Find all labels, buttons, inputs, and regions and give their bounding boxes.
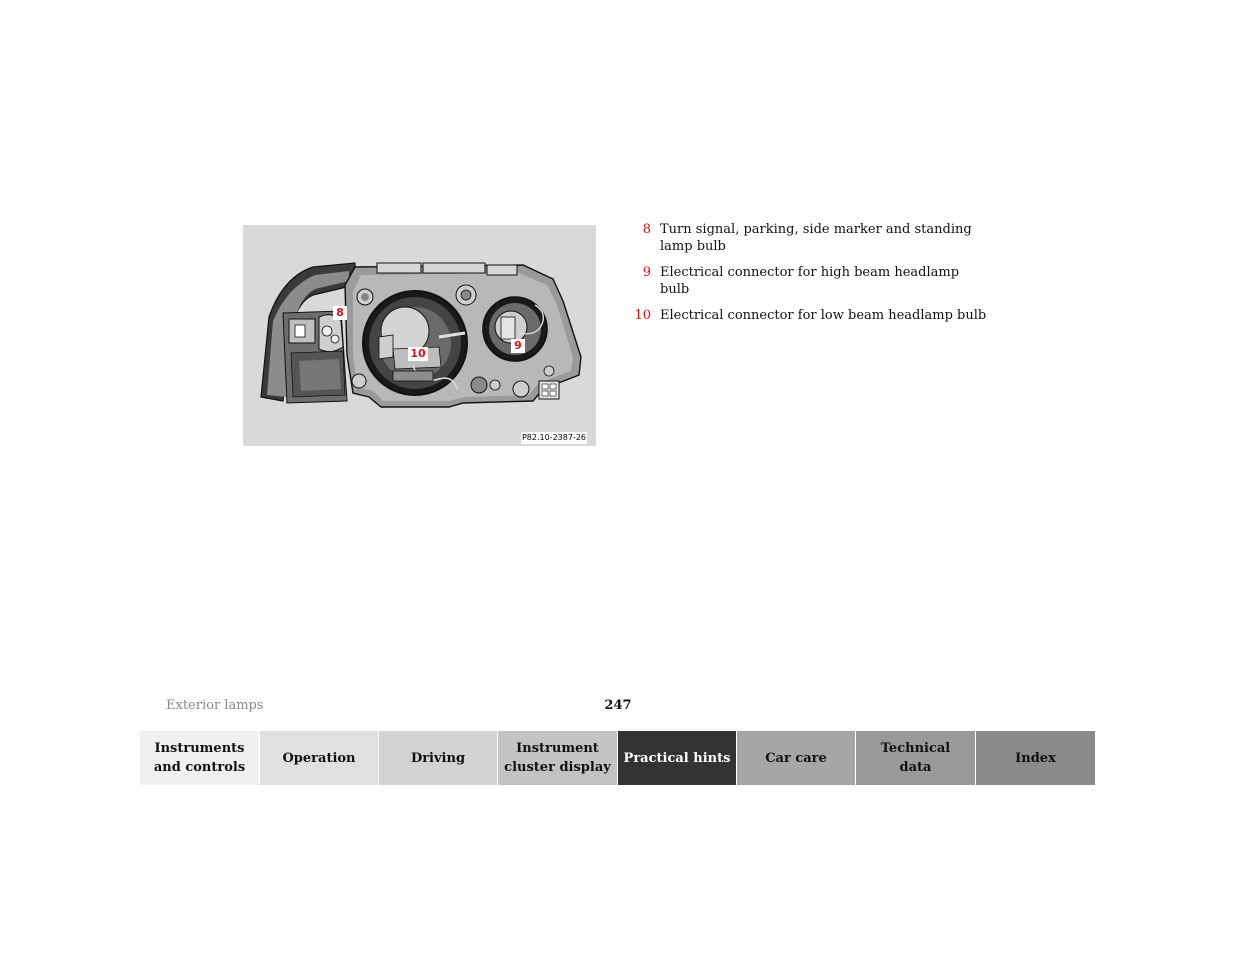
- callout-10: 10: [408, 347, 428, 361]
- tab-driving[interactable]: [379, 731, 498, 785]
- tab-label-line2: cluster display: [504, 760, 611, 775]
- figure-code: P82.10-2387-26: [521, 433, 587, 442]
- callout-9: 9: [511, 339, 525, 353]
- legend-number: 8: [642, 222, 651, 237]
- tab-label-line2: and controls: [153, 760, 246, 775]
- section-title: Exterior lamps: [166, 698, 264, 713]
- tab-label-line1: Instrument: [516, 741, 599, 756]
- legend-text: Electrical connector for low beam headlamp bulb: [660, 308, 987, 323]
- headlamp-illustration: [243, 225, 596, 446]
- legend-item: [630, 307, 990, 324]
- tab-car-care[interactable]: [737, 731, 856, 785]
- tab-index[interactable]: [976, 731, 1095, 785]
- legend-number: 10: [634, 308, 651, 323]
- legend-number: 9: [642, 265, 651, 280]
- tab-operation[interactable]: [260, 731, 379, 785]
- headlamp-drawing: [243, 225, 596, 446]
- callout-legend: [630, 221, 990, 333]
- tab-technical-data[interactable]: [856, 731, 976, 785]
- callout-8: 8: [333, 306, 347, 320]
- tab-practical-hints[interactable]: [618, 731, 737, 785]
- legend-item: [630, 264, 990, 298]
- tab-label-line1: Technical: [880, 741, 951, 756]
- tab-label-line1: Car care: [765, 750, 827, 766]
- tab-label-line2: data: [899, 760, 932, 775]
- tab-label-line1: Operation: [282, 750, 356, 766]
- legend-text: Turn signal, parking, side marker and standing lamp bulb: [660, 222, 972, 254]
- tab-label-line1: Index: [1015, 750, 1056, 766]
- page-number: 247: [604, 698, 632, 713]
- tab-instruments-and-controls[interactable]: [140, 731, 260, 785]
- legend-item: [630, 221, 990, 255]
- legend-text: Electrical connector for high beam headlamp bulb: [660, 265, 960, 297]
- tab-label-line1: Instruments: [154, 741, 245, 756]
- tab-label-line1: Practical hints: [623, 750, 731, 766]
- tab-instrument-cluster-display[interactable]: [498, 731, 618, 785]
- chapter-nav: [140, 731, 1095, 785]
- tab-label-line1: Driving: [410, 750, 466, 766]
